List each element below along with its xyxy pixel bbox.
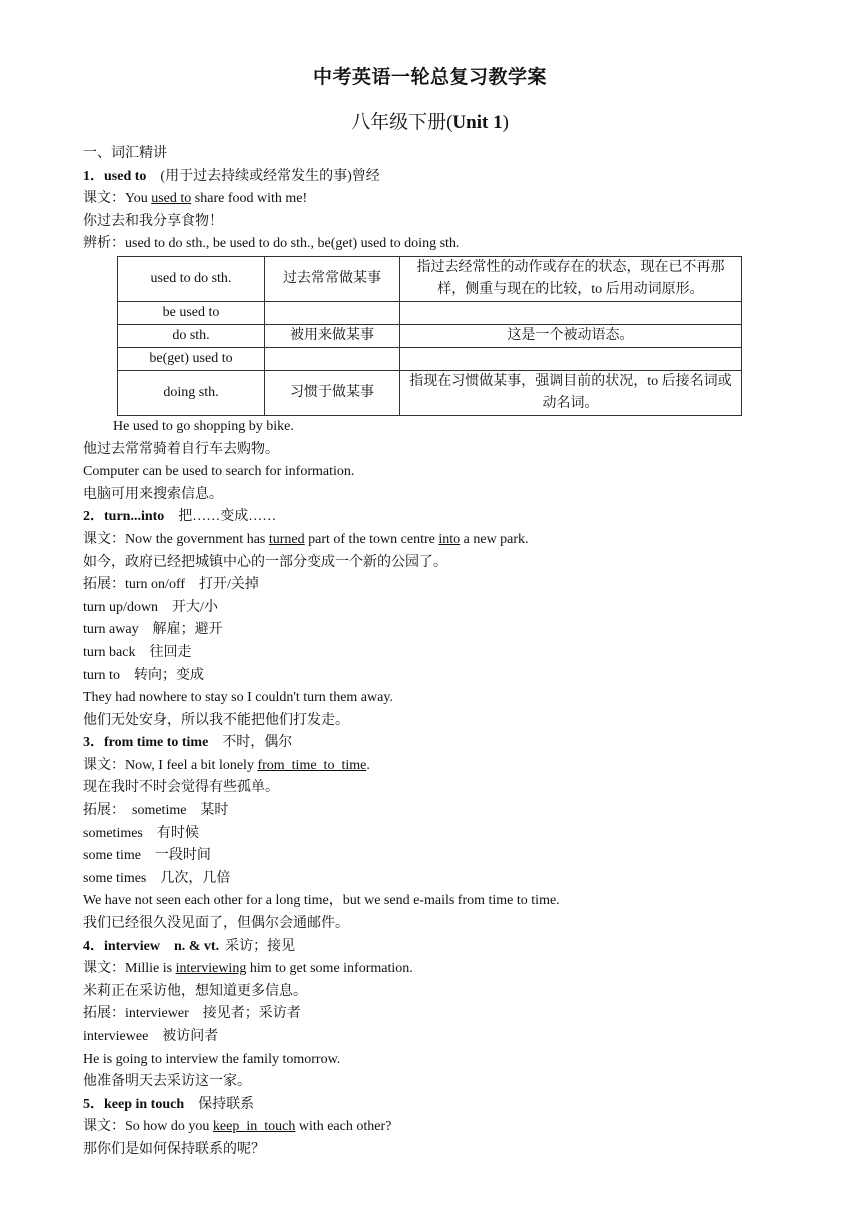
table-cell: 被用来做某事 [265,324,400,347]
table-cell [265,347,400,370]
extension-line: turn back 往回走 [83,644,192,660]
table-cell: be(get) used to [118,347,265,370]
item-meaning: (用于过去持续或经常发生的事)曾经 [160,168,380,184]
table-cell [265,301,400,324]
item-3-heading [83,732,783,755]
table-row [118,324,742,347]
item-3-text [83,755,783,778]
item-number: 2． [83,509,104,525]
extension-line: interviewee 被访问者 [83,1029,219,1044]
text-part: 课文：So how do you [83,1119,213,1135]
example-sentence: We have not seen each other for a long time，but we send e-mails from time to time. [83,893,560,909]
item-number: 5． [83,1096,104,1112]
extension-line: turn away 解雇；避开 [83,622,223,638]
underlined-phrase: keep in touch [212,1119,296,1135]
text-part: 课文：Now, I feel a bit lonely [83,757,258,773]
item-2-translation: 如今，政府已经把城镇中心的一部分变成一个新的公园了。 [83,554,447,570]
table-row [118,370,742,415]
table-row [118,301,742,324]
item-phrase: from time to time [104,735,209,751]
subtitle-prefix: 八年级下册( [351,112,453,133]
item-1-text [83,188,783,211]
text-part: 课文：Millie is [83,961,176,977]
table-cell: 习惯于做某事 [265,370,400,415]
table-cell: do sth. [118,324,265,347]
underlined-phrase: interviewing [175,961,247,977]
item-number: 3． [83,735,104,751]
table-cell: 过去常常做某事 [265,256,400,301]
example-sentence: He is going to interview the family tomorrow. [83,1051,341,1067]
table-cell: 这是一个被动语态。 [400,324,742,347]
section-heading: 一、词汇精讲 [83,146,167,161]
text-part: part of the town centre [304,531,439,547]
text-part: him to get some information. [246,961,413,977]
item-1-heading [83,166,783,189]
example-translation: 他准备明天去采访这一家。 [83,1074,251,1090]
example-translation: 他过去常常骑着自行车去购物。 [83,441,279,457]
underlined-phrase: turned [268,531,305,547]
page-title: 中考英语一轮总复习教学案 [312,67,547,88]
item-2-heading [83,506,783,529]
extension-line: turn up/down 开大/小 [83,599,218,615]
item-number: 1． [83,168,104,184]
item-4-text [83,958,783,981]
example-translation: 我们已经很久没见面了，但偶尔会通邮件。 [83,916,349,932]
subtitle-unit: Unit 1 [452,112,503,133]
table-cell: 指现在习惯做某事，强调目前的状况，to 后接名词或动名词。 [400,370,742,415]
item-meaning: 把……变成…… [178,509,277,525]
extension-line: 拓展：turn on/off 打开/关掉 [83,577,259,593]
usage-comparison-table [117,256,742,416]
extension-line: 拓展： sometime 某时 [83,803,229,819]
item-number: 4． [83,938,104,954]
text-part: 课文：Now the government has [83,531,269,547]
item-meaning: 采访；接见 [225,938,296,954]
item-5-translation: 那你们是如何保持联系的呢？ [83,1141,265,1157]
underlined-phrase: into [438,531,461,547]
item-1-translation: 你过去和我分享食物！ [83,213,223,229]
table-row [118,347,742,370]
text-part: with each other? [295,1119,392,1135]
underlined-phrase: used to [151,191,192,207]
item-meaning: 不时，偶尔 [222,735,293,751]
document-body [83,143,783,1162]
extension-line: 拓展：interviewer 接见者；采访者 [83,1006,301,1022]
text-part: share food with me! [191,191,308,207]
item-5-heading [83,1094,783,1117]
example-sentence: Computer can be used to search for information. [83,464,355,480]
table-row [118,256,742,301]
example-sentence: He used to go shopping by bike. [113,418,294,434]
item-phrase: turn...into [104,509,165,525]
table-cell: used to do sth. [118,256,265,301]
underlined-phrase: from time to time [257,757,367,773]
item-3-translation: 现在我时不时会觉得有些孤单。 [83,780,279,796]
table-cell: doing sth. [118,370,265,415]
text-part: . [366,757,370,773]
item-phrase: interview n. & vt. [104,938,220,954]
text-part: 课文：You [83,191,152,207]
table-cell [400,347,742,370]
item-5-text [83,1116,783,1139]
item-4-heading [83,936,783,959]
extension-line: some times 几次，几倍 [83,870,231,886]
extension-line: sometimes 有时候 [83,825,199,841]
table-cell [400,301,742,324]
item-phrase: used to [104,168,147,184]
subtitle-suffix: ) [502,112,509,133]
table-cell: be used to [118,301,265,324]
text-part: a new park. [460,531,529,547]
item-4-translation: 米莉正在采访他，想知道更多信息。 [83,983,307,999]
item-meaning: 保持联系 [198,1096,255,1112]
item-1-analysis: 辨析：used to do sth., be used to do sth., be(get) used to doing sth. [83,236,460,252]
table-cell: 指过去经常性的动作或存在的状态，现在已不再那样，侧重与现在的比较，to 后用动词原形。 [400,256,742,301]
item-2-text [83,529,783,552]
example-translation: 他们无处安身，所以我不能把他们打发走。 [83,712,349,728]
extension-line: turn to 转向；变成 [83,667,204,683]
item-phrase: keep in touch [104,1096,185,1112]
extension-line: some time 一段时间 [83,848,211,864]
example-sentence: They had nowhere to stay so I couldn't turn them away. [83,690,393,706]
example-translation: 电脑可用来搜索信息。 [83,486,223,502]
page-subtitle [0,107,860,134]
